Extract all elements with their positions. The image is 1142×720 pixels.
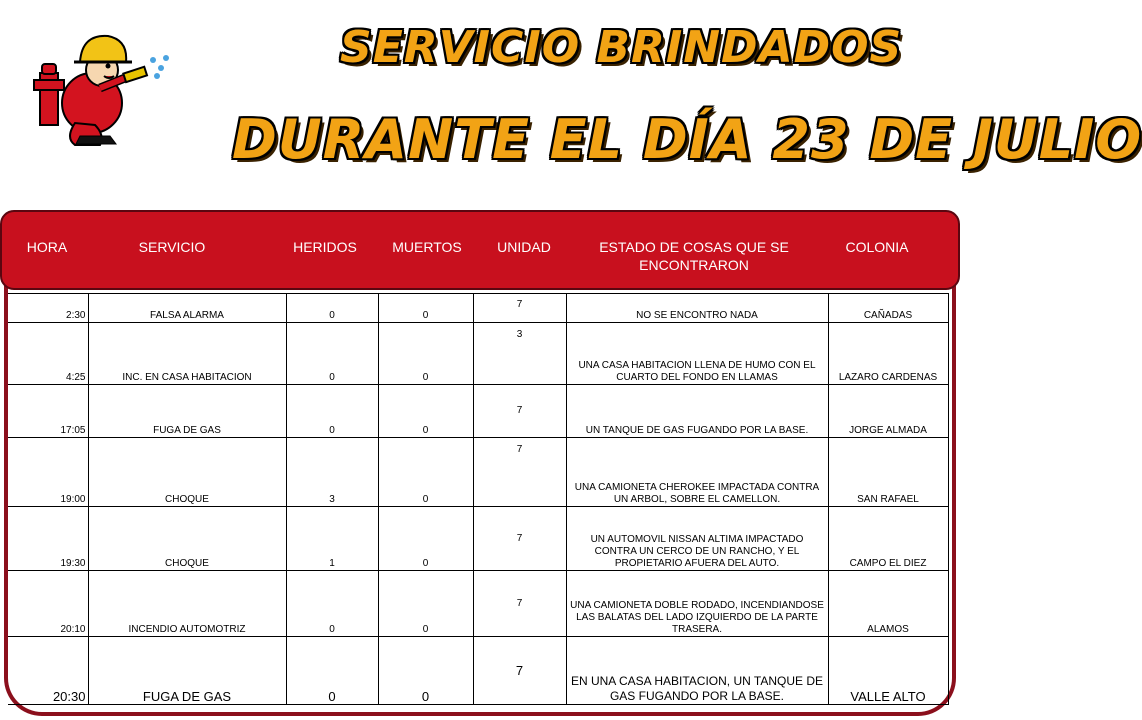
page-title-line1: SERVICIO BRINDADOS — [340, 22, 903, 73]
cell-colonia: LAZARO CARDENAS — [828, 323, 948, 385]
cell-muertos: 0 — [378, 438, 473, 507]
header-colonia: COLONIA — [845, 239, 909, 255]
cell-unidad: 7 — [473, 637, 566, 705]
cell-heridos: 0 — [286, 323, 378, 385]
header-servicio: SERVICIO — [138, 239, 206, 255]
cell-unidad: 7 — [473, 571, 566, 637]
table-row — [8, 507, 948, 571]
cell-heridos: 0 — [286, 637, 378, 705]
header-unidad: UNIDAD — [497, 239, 551, 255]
table-row — [8, 438, 948, 507]
cell-hora: 2:30 — [8, 294, 88, 323]
header-heridos: HERIDOS — [293, 239, 357, 255]
cell-hora: 19:30 — [8, 507, 88, 571]
header-muertos: MUERTOS — [392, 239, 462, 255]
cell-unidad: 7 — [473, 438, 566, 507]
cell-muertos: 0 — [378, 507, 473, 571]
cell-estado: UNA CAMIONETA DOBLE RODADO, INCENDIANDOSE LAS BALATAS DEL LADO IZQUIERDO DE LA PARTE TRASERA. — [566, 571, 828, 637]
cell-muertos: 0 — [378, 294, 473, 323]
cell-estado: UNA CAMIONETA CHEROKEE IMPACTADA CONTRA UN ARBOL, SOBRE EL CAMELLON. — [566, 438, 828, 507]
cell-estado: UN TANQUE DE GAS FUGANDO POR LA BASE. — [566, 385, 828, 438]
table-header — [0, 210, 960, 290]
table-row — [8, 571, 948, 637]
cell-servicio: INCENDIO AUTOMOTRIZ — [88, 571, 286, 637]
cell-unidad: 3 — [473, 323, 566, 385]
cell-heridos: 3 — [286, 438, 378, 507]
cell-hora: 20:30 — [8, 637, 88, 705]
cell-servicio: INC. EN CASA HABITACION — [88, 323, 286, 385]
cell-colonia: JORGE ALMADA — [828, 385, 948, 438]
cell-heridos: 0 — [286, 571, 378, 637]
table-row — [8, 323, 948, 385]
firefighter-with-hose-icon — [20, 18, 170, 148]
cell-muertos: 0 — [378, 323, 473, 385]
cell-estado: NO SE ENCONTRO NADA — [566, 294, 828, 323]
cell-heridos: 1 — [286, 507, 378, 571]
cell-colonia: CAÑADAS — [828, 294, 948, 323]
table-row — [8, 637, 948, 705]
services-table — [8, 293, 948, 705]
cell-colonia: CAMPO EL DIEZ — [828, 507, 948, 571]
cell-unidad: 7 — [473, 294, 566, 323]
cell-servicio: FUGA DE GAS — [88, 385, 286, 438]
cell-hora: 19:00 — [8, 438, 88, 507]
cell-heridos: 0 — [286, 294, 378, 323]
cell-colonia: VALLE ALTO — [828, 637, 948, 705]
page-title-line2: DURANTE EL DÍA 23 DE JULIO — [232, 108, 1142, 171]
cell-servicio: FUGA DE GAS — [88, 637, 286, 705]
cell-colonia: ALAMOS — [828, 571, 948, 637]
table-row — [8, 294, 948, 323]
cell-servicio: CHOQUE — [88, 438, 286, 507]
cell-heridos: 0 — [286, 385, 378, 438]
cell-hora: 17:05 — [8, 385, 88, 438]
cell-muertos: 0 — [378, 637, 473, 705]
cell-colonia: SAN RAFAEL — [828, 438, 948, 507]
cell-hora: 20:10 — [8, 571, 88, 637]
cell-estado: EN UNA CASA HABITACION, UN TANQUE DE GAS FUGANDO POR LA BASE. — [566, 637, 828, 705]
cell-servicio: FALSA ALARMA — [88, 294, 286, 323]
cell-unidad: 7 — [473, 385, 566, 438]
cell-servicio: CHOQUE — [88, 507, 286, 571]
cell-estado: UN AUTOMOVIL NISSAN ALTIMA IMPACTADO CONTRA UN CERCO DE UN RANCHO, Y EL PROPIETARIO AFUERA DEL AUTO. — [566, 507, 828, 571]
header-hora: HORA — [26, 239, 68, 255]
cell-muertos: 0 — [378, 571, 473, 637]
cell-hora: 4:25 — [8, 323, 88, 385]
cell-muertos: 0 — [378, 385, 473, 438]
cell-unidad: 7 — [473, 507, 566, 571]
cell-estado: UNA CASA HABITACION LLENA DE HUMO CON EL CUARTO DEL FONDO EN LLAMAS — [566, 323, 828, 385]
table-row — [8, 385, 948, 438]
header-estado: ESTADO DE COSAS QUE SE ENCONTRARON — [599, 239, 789, 273]
